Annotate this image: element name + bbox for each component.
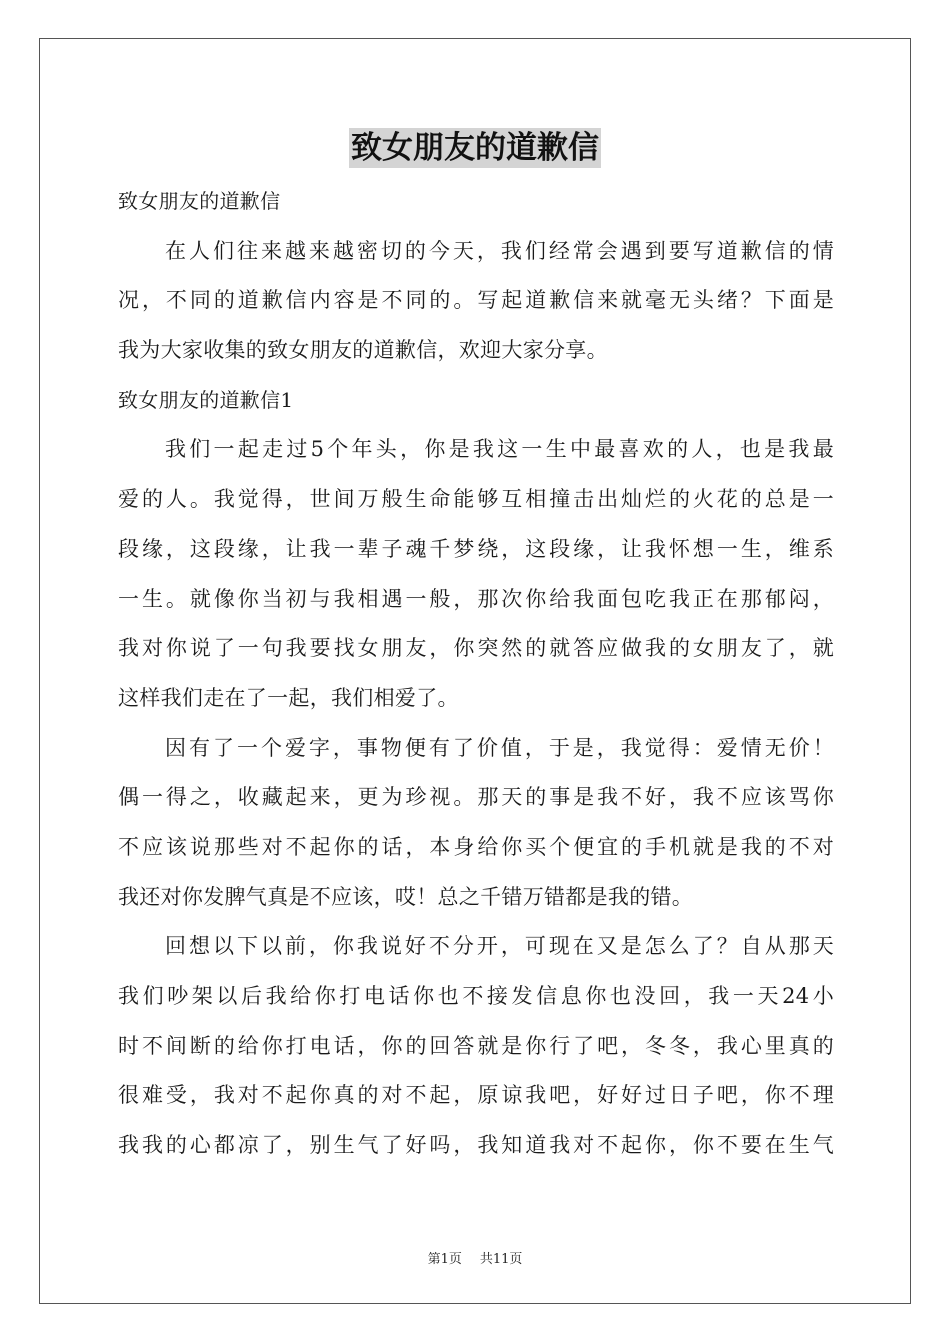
page-footer bbox=[0, 1248, 950, 1267]
paragraph-line: 在人们往来越来越密切的今天，我们经常会遇到要写道歉信的情 bbox=[165, 238, 834, 263]
document-title: 致女朋友的道歉信 bbox=[351, 130, 599, 166]
paragraph-line: 一生。就像你当初与我相遇一般，那次你给我面包吃我正在那郁闷， bbox=[118, 586, 834, 611]
paragraph-line: 爱的人。我觉得，世间万般生命能够互相撞击出灿烂的火花的总是一 bbox=[118, 487, 834, 512]
paragraph-line: 这样我们走在了一起，我们相爱了。 bbox=[118, 685, 459, 710]
paragraph-line: 我们一起走过5个年头，你是我这一生中最喜欢的人，也是我最 bbox=[165, 437, 834, 462]
paragraph-line: 我为大家收集的致女朋友的道歉信，欢迎大家分享。 bbox=[118, 338, 608, 363]
page-total: 共11页 bbox=[479, 1252, 523, 1267]
paragraph-line: 因有了一个爱字，事物便有了价值，于是，我觉得：爱情无价！ bbox=[165, 735, 834, 760]
section-heading: 致女朋友的道歉信1 bbox=[118, 387, 294, 412]
paragraph-line: 我们吵架以后我给你打电话你也不接发信息你也没回，我一天24小 bbox=[118, 984, 834, 1008]
document-body bbox=[118, 177, 834, 1171]
paragraph-line: 段缘，这段缘，让我一辈子魂千梦绕，这段缘，让我怀想一生，维系 bbox=[118, 536, 834, 561]
paragraph-line: 回想以下以前，你我说好不分开，可现在又是怎么了？自从那天 bbox=[165, 934, 834, 959]
section-heading: 致女朋友的道歉信 bbox=[118, 189, 281, 213]
paragraph-line: 时不间断的给你打电话，你的回答就是你行了吧，冬冬，我心里真的 bbox=[118, 1033, 834, 1058]
paragraph-line: 我我的心都凉了，别生气了好吗，我知道我对不起你，你不要在生气 bbox=[118, 1133, 834, 1158]
paragraph-line: 很难受，我对不起你真的对不起，原谅我吧，好好过日子吧，你不理 bbox=[118, 1083, 834, 1108]
title-container bbox=[0, 128, 950, 168]
paragraph-line: 况，不同的道歉信内容是不同的。写起道歉信来就毫无头绪？下面是 bbox=[118, 288, 834, 313]
page-number: 第1页 bbox=[427, 1252, 462, 1267]
paragraph-line: 我对你说了一句我要找女朋友，你突然的就答应做我的女朋友了，就 bbox=[118, 636, 834, 661]
paragraph-line: 我还对你发脾气真是不应该，哎！总之千错万错都是我的错。 bbox=[118, 884, 694, 909]
paragraph-line: 偶一得之，收藏起来，更为珍视。那天的事是我不好，我不应该骂你 bbox=[118, 785, 834, 810]
paragraph-line: 不应该说那些对不起你的话，本身给你买个便宜的手机就是我的不对 bbox=[118, 834, 834, 859]
